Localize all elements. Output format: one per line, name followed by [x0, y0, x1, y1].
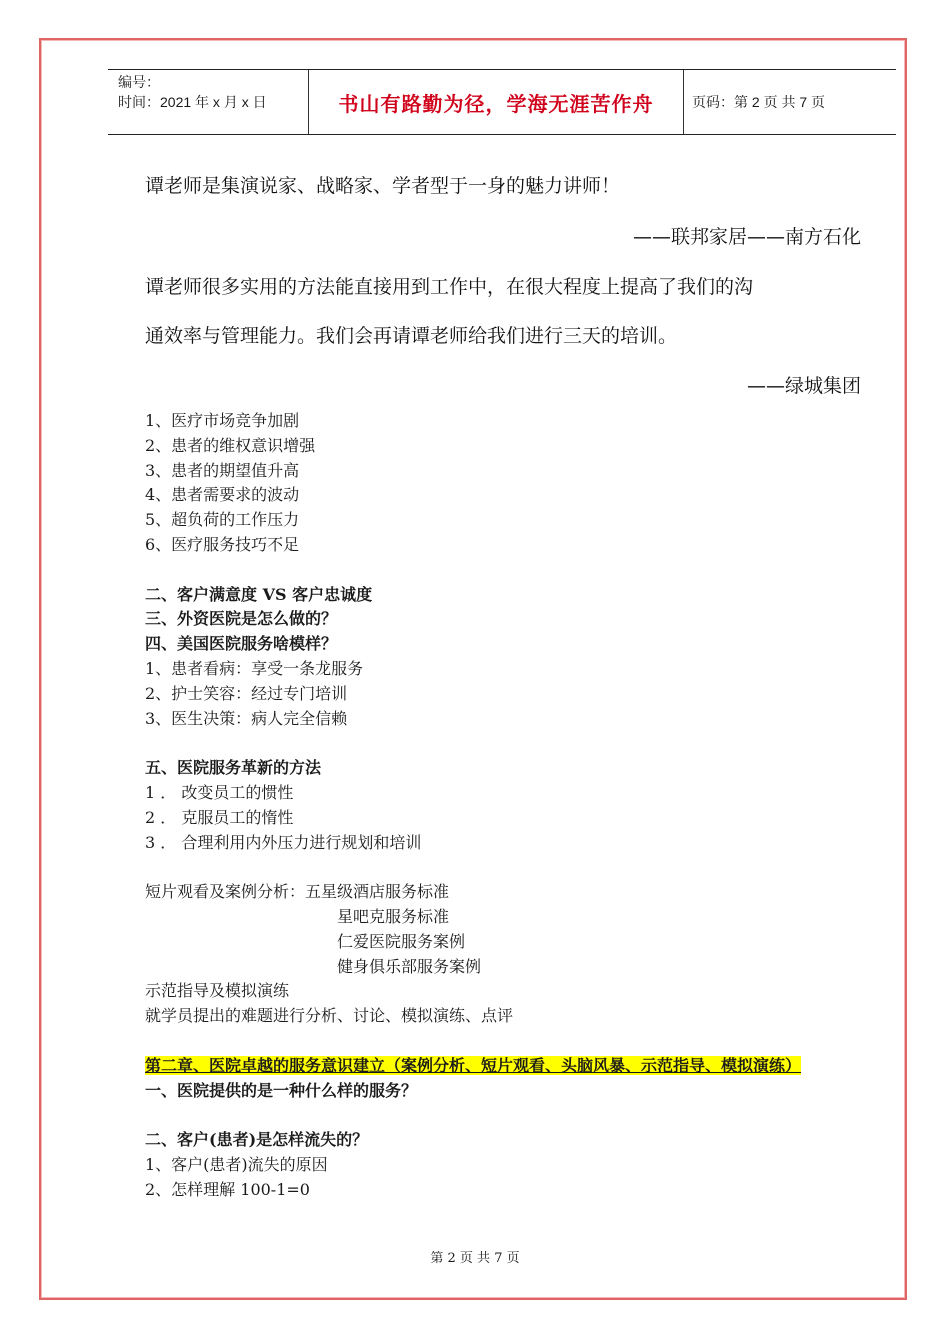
testimonial-line: 谭老师是集演说家、战略家、学者型于一身的魅力讲师！	[145, 175, 621, 197]
chapter-heading-wrap	[145, 1054, 861, 1079]
list-item: 1、医疗市场竞争加剧	[145, 411, 300, 430]
list-item: 3、患者的期望值升高	[145, 460, 300, 480]
list-item: 1、客户(患者)流失的原因	[145, 1154, 328, 1174]
section-heading: 二、客户(患者)是怎样流失的？	[145, 1130, 369, 1150]
page-header	[108, 69, 896, 135]
header-meta	[108, 70, 309, 134]
list-item: 3 ． 合理利用内外压力进行规划和培训	[145, 832, 422, 852]
list-item: 6、医疗服务技巧不足	[145, 534, 300, 554]
video-analysis-item: 健身俱乐部服务案例	[337, 956, 482, 976]
video-analysis-item: 仁爱医院服务案例	[337, 931, 466, 951]
list-item: 5、超负荷的工作压力	[145, 510, 300, 530]
section-heading: 二、客户满意度 VS 客户忠诚度	[145, 584, 373, 604]
section-heading: 一、医院提供的是一种什么样的服务？	[145, 1080, 418, 1100]
number-label: 编号：	[118, 74, 160, 90]
list-item: 4、患者需要求的波动	[145, 485, 300, 505]
testimonial-line: 通效率与管理能力。我们会再请谭老师给我们进行三天的培训。	[145, 325, 678, 347]
section-heading: 四、美国医院服务啥模样？	[145, 634, 338, 654]
list-item: 2 ． 克服员工的惰性	[145, 807, 294, 827]
testimonial-attribution: ——绿城集团	[746, 375, 861, 397]
demo-line: 就学员提出的难题进行分析、讨论、模拟演练、点评	[145, 1006, 514, 1026]
testimonial-line: 谭老师很多实用的方法能直接用到工作中，在很大程度上提高了我们的沟	[145, 276, 754, 298]
video-analysis-label: 短片观看及案例分析：五星级酒店服务标准	[145, 882, 450, 902]
header-motto: 书山有路勤为径，学海无涯苦作舟	[309, 70, 684, 134]
list-item: 2、患者的维权意识增强	[145, 435, 316, 455]
video-analysis-item: 星吧克服务标准	[337, 906, 450, 926]
demo-line: 示范指导及模拟演练	[145, 981, 290, 1001]
testimonial-attribution: ——联邦家居——南方石化	[632, 226, 861, 248]
time-label: 时间：2021 年 x 月 x 日	[118, 94, 267, 110]
list-item: 1 ． 改变员工的惯性	[145, 782, 294, 802]
list-item: 2、怎样理解 100-1=0	[145, 1179, 310, 1199]
chapter-heading: 第二章、医院卓越的服务意识建立（案例分析、短片观看、头脑风暴、示范指导、模拟演练）	[145, 1055, 802, 1075]
list-item: 1、患者看病：享受一条龙服务	[145, 658, 364, 678]
page-footer: 第 2 页 共 7 页	[430, 1251, 520, 1266]
list-item: 2、护士笑容：经过专门培训	[145, 683, 348, 703]
section-heading: 五、医院服务革新的方法	[145, 758, 322, 778]
list-item: 3、医生决策：病人完全信赖	[145, 708, 348, 728]
header-page-info: 页码：第 2 页 共 7 页	[692, 94, 826, 110]
section-heading: 三、外资医院是怎么做的？	[145, 609, 338, 629]
document-body	[145, 409, 865, 1203]
